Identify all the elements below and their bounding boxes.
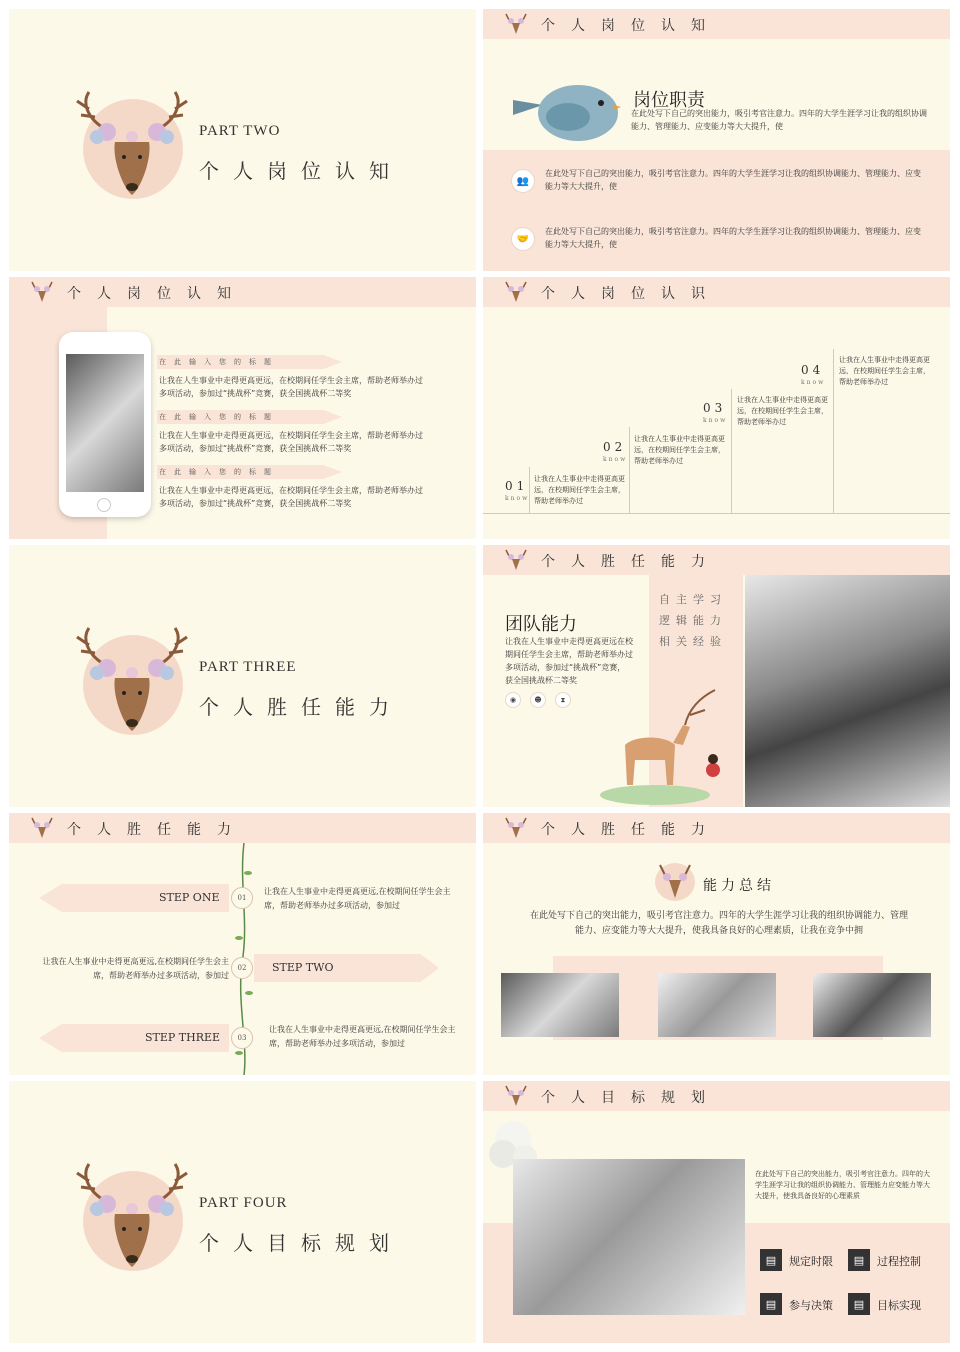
step-label: STEP THREE bbox=[145, 1031, 221, 1044]
slide-header bbox=[483, 1081, 950, 1111]
slide-header bbox=[483, 545, 950, 575]
bird-illustration bbox=[513, 75, 623, 145]
goal-item: 过程控制 bbox=[877, 1255, 921, 1268]
step-label: STEP ONE bbox=[159, 891, 220, 904]
step-label: STEP TWO bbox=[272, 961, 334, 974]
slide-title: 个人胜任能力 bbox=[541, 822, 721, 838]
step-text: 让我在人生事业中走得更高更远，在校期间任学生会主席，帮助老师举办过 bbox=[839, 356, 930, 386]
slide-title: 个人胜任能力 bbox=[67, 822, 247, 838]
deer-illustration bbox=[67, 623, 197, 738]
deer-logo-icon bbox=[29, 280, 55, 304]
slide-job-duties bbox=[483, 9, 950, 271]
slide-title: 个人岗位认识 bbox=[541, 286, 721, 302]
part-label: PART FOUR bbox=[199, 1195, 288, 1211]
goal-item: 参与决策 bbox=[789, 1299, 833, 1312]
slide-header bbox=[9, 813, 476, 843]
deer-logo-icon bbox=[503, 12, 529, 36]
home-button bbox=[97, 498, 111, 512]
slide-part-four bbox=[9, 1081, 476, 1343]
part-label: PART THREE bbox=[199, 659, 297, 675]
step-divider bbox=[629, 427, 630, 513]
item-text: 让我在人生事业中走得更高更远，在校期间任学生会主席，帮助老师举办过多项活动，参加过“挑战杯”竞赛，获全国挑战杯二等奖 bbox=[159, 431, 423, 453]
deer-logo-icon bbox=[503, 1084, 529, 1108]
deer-logo-icon bbox=[29, 816, 55, 840]
team-heading: 团队能力 bbox=[505, 614, 577, 635]
step-text: 让我在人生事业中走得更高更远,在校期间任学生会主席，帮助老师举办过多项活动，参加过 bbox=[264, 887, 451, 910]
slide-job-steps bbox=[483, 277, 950, 539]
deer-logo-icon bbox=[503, 816, 529, 840]
deer-badge-icon bbox=[655, 863, 695, 901]
part-title: 个人胜任能力 bbox=[199, 695, 403, 719]
tag: 逻辑能力 bbox=[659, 614, 727, 627]
step-number: 02 bbox=[231, 957, 253, 979]
step-number: 02 bbox=[603, 440, 627, 454]
people-icon: 👥 bbox=[511, 169, 535, 193]
step-number: 01 bbox=[231, 887, 253, 909]
slide-header bbox=[9, 277, 476, 307]
part-title: 个人岗位认知 bbox=[199, 159, 403, 183]
laptop-photo bbox=[501, 973, 619, 1037]
deer-illustration bbox=[67, 87, 197, 202]
step-sub: know bbox=[603, 456, 628, 463]
duty-item-text: 在此处写下自己的突出能力，吸引考官注意力。四年的大学生涯学习让我的组织协调能力、管理能力、应变能力等大大提升，使 bbox=[545, 227, 921, 249]
chart-icon: ▤ bbox=[760, 1249, 782, 1271]
slide-steps bbox=[9, 813, 476, 1075]
slide-team-ability bbox=[483, 545, 950, 807]
hands-photo bbox=[745, 575, 950, 807]
slide-header bbox=[483, 277, 950, 307]
handshake-icon: 🤝 bbox=[511, 227, 535, 251]
slide-ability-summary bbox=[483, 813, 950, 1075]
slide-title: 个人目标规划 bbox=[541, 1090, 721, 1106]
step-divider bbox=[833, 349, 834, 513]
duty-item-text: 在此处写下自己的突出能力，吸引考官注意力。四年的大学生涯学习让我的组织协调能力、管理能力、应变能力等大大提升，使 bbox=[545, 169, 921, 191]
item-text: 让我在人生事业中走得更高更远，在校期间任学生会主席，帮助老师举办过多项活动，参加过“挑战杯”竞赛，获全国挑战杯二等奖 bbox=[159, 486, 423, 508]
deer-logo-icon bbox=[503, 280, 529, 304]
duties-intro: 在此处写下自己的突出能力，吸引考官注意力。四年的大学生涯学习让我的组织协调能力、管理能力、应变能力等大大提升，使 bbox=[631, 109, 927, 131]
chart-icon: ▤ bbox=[848, 1293, 870, 1315]
step-sub: know bbox=[505, 495, 530, 502]
chart-icon: ▤ bbox=[760, 1293, 782, 1315]
slide-job-phone bbox=[9, 277, 476, 539]
eye-icon: ◉ bbox=[505, 692, 521, 708]
step-number: 03 bbox=[231, 1027, 253, 1049]
businessman-photo bbox=[658, 973, 776, 1037]
deer-logo-icon bbox=[503, 548, 529, 572]
slide-title: 个人岗位认知 bbox=[541, 18, 721, 34]
tag: 自主学习 bbox=[659, 593, 727, 606]
step-divider bbox=[529, 467, 530, 513]
part-title: 个人目标规划 bbox=[199, 1231, 403, 1255]
step-text: 让我在人生事业中走得更高更远,在校期间任学生会主席，帮助老师举办过多项活动，参加过 bbox=[269, 1025, 456, 1048]
step-text: 让我在人生事业中走得更高更远,在校期间任学生会主席，帮助老师举办过多项活动，参加过 bbox=[42, 957, 229, 980]
goal-item: 规定时限 bbox=[789, 1255, 833, 1268]
duties-heading: 岗位职责 bbox=[633, 90, 705, 111]
part-label: PART TWO bbox=[199, 123, 281, 139]
step-number: 04 bbox=[801, 363, 825, 377]
step-sub: know bbox=[801, 379, 826, 386]
deer-illustration bbox=[67, 1159, 197, 1274]
team-text: 让我在人生事业中走得更高更远在校期间任学生会主席，帮助老师举办过多项活动，参加过“挑战杯”竞赛，获全国挑战杯二等奖 bbox=[505, 637, 633, 685]
slide-part-three bbox=[9, 545, 476, 807]
summary-text: 在此处写下自己的突出能力，吸引考官注意力。四年的大学生涯学习让我的组织协调能力、管理能力、应变能力等大大提升，使我具备良好的心理素质，让我在竞争中拥 bbox=[529, 911, 908, 936]
step-text: 让我在人生事业中走得更高更远，在校期间任学生会主席，帮助老师举办过 bbox=[737, 396, 828, 426]
goal-item: 目标实现 bbox=[877, 1299, 921, 1312]
step-number: 01 bbox=[505, 479, 529, 493]
slide-header bbox=[483, 813, 950, 843]
person-icon: ☻ bbox=[530, 692, 546, 708]
item-text: 让我在人生事业中走得更高更远，在校期间任学生会主席，帮助老师举办过多项活动，参加过“挑战杯”竞赛，获全国挑战杯二等奖 bbox=[159, 376, 423, 398]
goal-text: 在此处写下自己的突出能力，吸引考官注意力。四年的大学生涯学习让我的组织协调能力、管理能力应变能力等大大提升，使我具备良好的心理素质 bbox=[755, 1170, 930, 1200]
hourglass-icon: ⧗ bbox=[555, 692, 571, 708]
chart-icon: ▤ bbox=[848, 1249, 870, 1271]
deer-girl-illustration bbox=[595, 685, 725, 807]
baseline bbox=[483, 513, 950, 514]
step-text: 让我在人生事业中走得更高更远，在校期间任学生会主席，帮助老师举办过 bbox=[534, 475, 625, 505]
step-number: 03 bbox=[703, 401, 727, 415]
businessman-photo bbox=[513, 1159, 745, 1315]
slide-goal-planning bbox=[483, 1081, 950, 1343]
item-label: 在此输入您的标题 bbox=[159, 358, 279, 366]
item-label: 在此输入您的标题 bbox=[159, 468, 279, 476]
hands-photo bbox=[813, 973, 931, 1037]
slide-title: 个人胜任能力 bbox=[541, 554, 721, 570]
tag: 相关经验 bbox=[659, 635, 727, 648]
step-divider bbox=[731, 389, 732, 513]
step-sub: know bbox=[703, 417, 728, 424]
laptop-photo bbox=[66, 354, 144, 492]
summary-heading: 能力总结 bbox=[703, 878, 775, 894]
slide-part-two bbox=[9, 9, 476, 271]
slide-header bbox=[483, 9, 950, 39]
step-text: 让我在人生事业中走得更高更远，在校期间任学生会主席，帮助老师举办过 bbox=[634, 435, 725, 465]
item-label: 在此输入您的标题 bbox=[159, 413, 279, 421]
slide-title: 个人岗位认知 bbox=[67, 286, 247, 302]
phone-mockup bbox=[59, 332, 151, 517]
